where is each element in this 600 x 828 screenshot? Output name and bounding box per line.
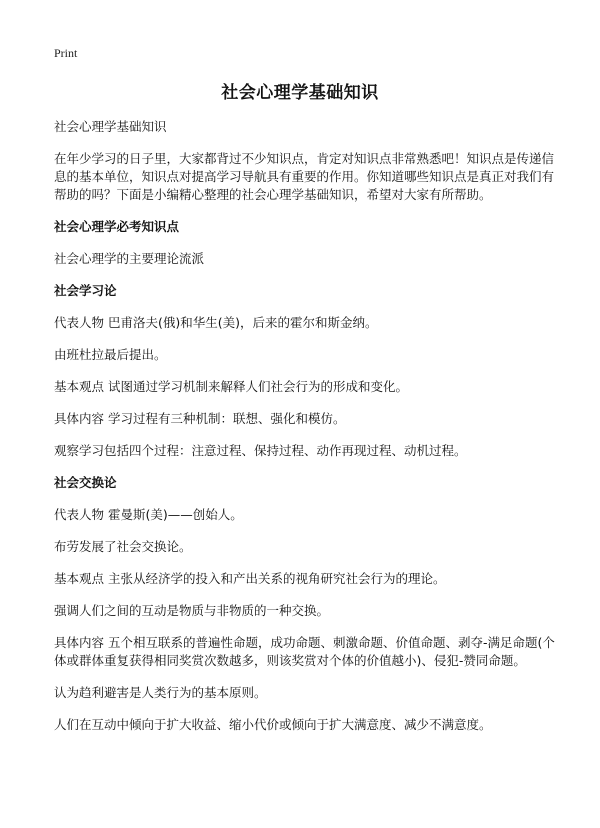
paragraph: 布劳发展了社会交换论。 — [54, 539, 192, 554]
paragraph: 由班杜拉最后提出。 — [54, 347, 167, 362]
paragraph: 社会心理学的主要理论流派 — [54, 251, 205, 266]
paragraph: 具体内容 学习过程有三种机制：联想、强化和模仿。 — [54, 411, 346, 426]
paragraph: 代表人物 巴甫洛夫(俄)和华生(美)，后来的霍尔和斯金纳。 — [54, 315, 378, 330]
paragraph: 强调人们之间的互动是物质与非物质的一种交换。 — [54, 603, 330, 618]
section-heading: 社会交换论 — [54, 475, 117, 490]
page-title: 社会心理学基础知识 — [221, 83, 379, 103]
section-heading: 社会学习论 — [54, 283, 117, 298]
article-subtitle: 社会心理学基础知识 — [54, 119, 167, 134]
print-label: Print — [54, 46, 78, 60]
paragraph: 观察学习包括四个过程：注意过程、保持过程、动作再现过程、动机过程。 — [54, 443, 467, 458]
paragraph: 认为趋利避害是人类行为的基本原则。 — [54, 685, 267, 700]
section-heading: 社会心理学必考知识点 — [54, 219, 180, 234]
article-body — [54, 118, 556, 748]
paragraph: 基本观点 主张从经济学的投入和产出关系的视角研究社会行为的理论。 — [54, 571, 446, 586]
paragraph: 代表人物 霍曼斯(美)——创始人。 — [54, 507, 243, 522]
intro-paragraph: 在年少学习的日子里，大家都背过不少知识点，肯定对知识点非常熟悉吧！知识点是传递信息的基本单位，知识点对提高学习导航具有重要的作用。你知道哪些知识点是真正对我们有帮助的吗？下面是小编精心整理的社会心理学基础知识，希望对大家有所帮助。 — [54, 151, 555, 202]
paragraph: 具体内容 五个相互联系的普遍性命题，成功命题、刺激命题、价值命题、剥夺-满足命题(个体或群体重复获得相同奖赏次数越多，则该奖赏对个体的价值越小)、侵犯-赞同命题。 — [54, 635, 555, 668]
paragraph: 基本观点 试图通过学习机制来解释人们社会行为的形成和变化。 — [54, 379, 408, 394]
paragraph: 人们在互动中倾向于扩大收益、缩小代价或倾向于扩大满意度、减少不满意度。 — [54, 717, 492, 732]
